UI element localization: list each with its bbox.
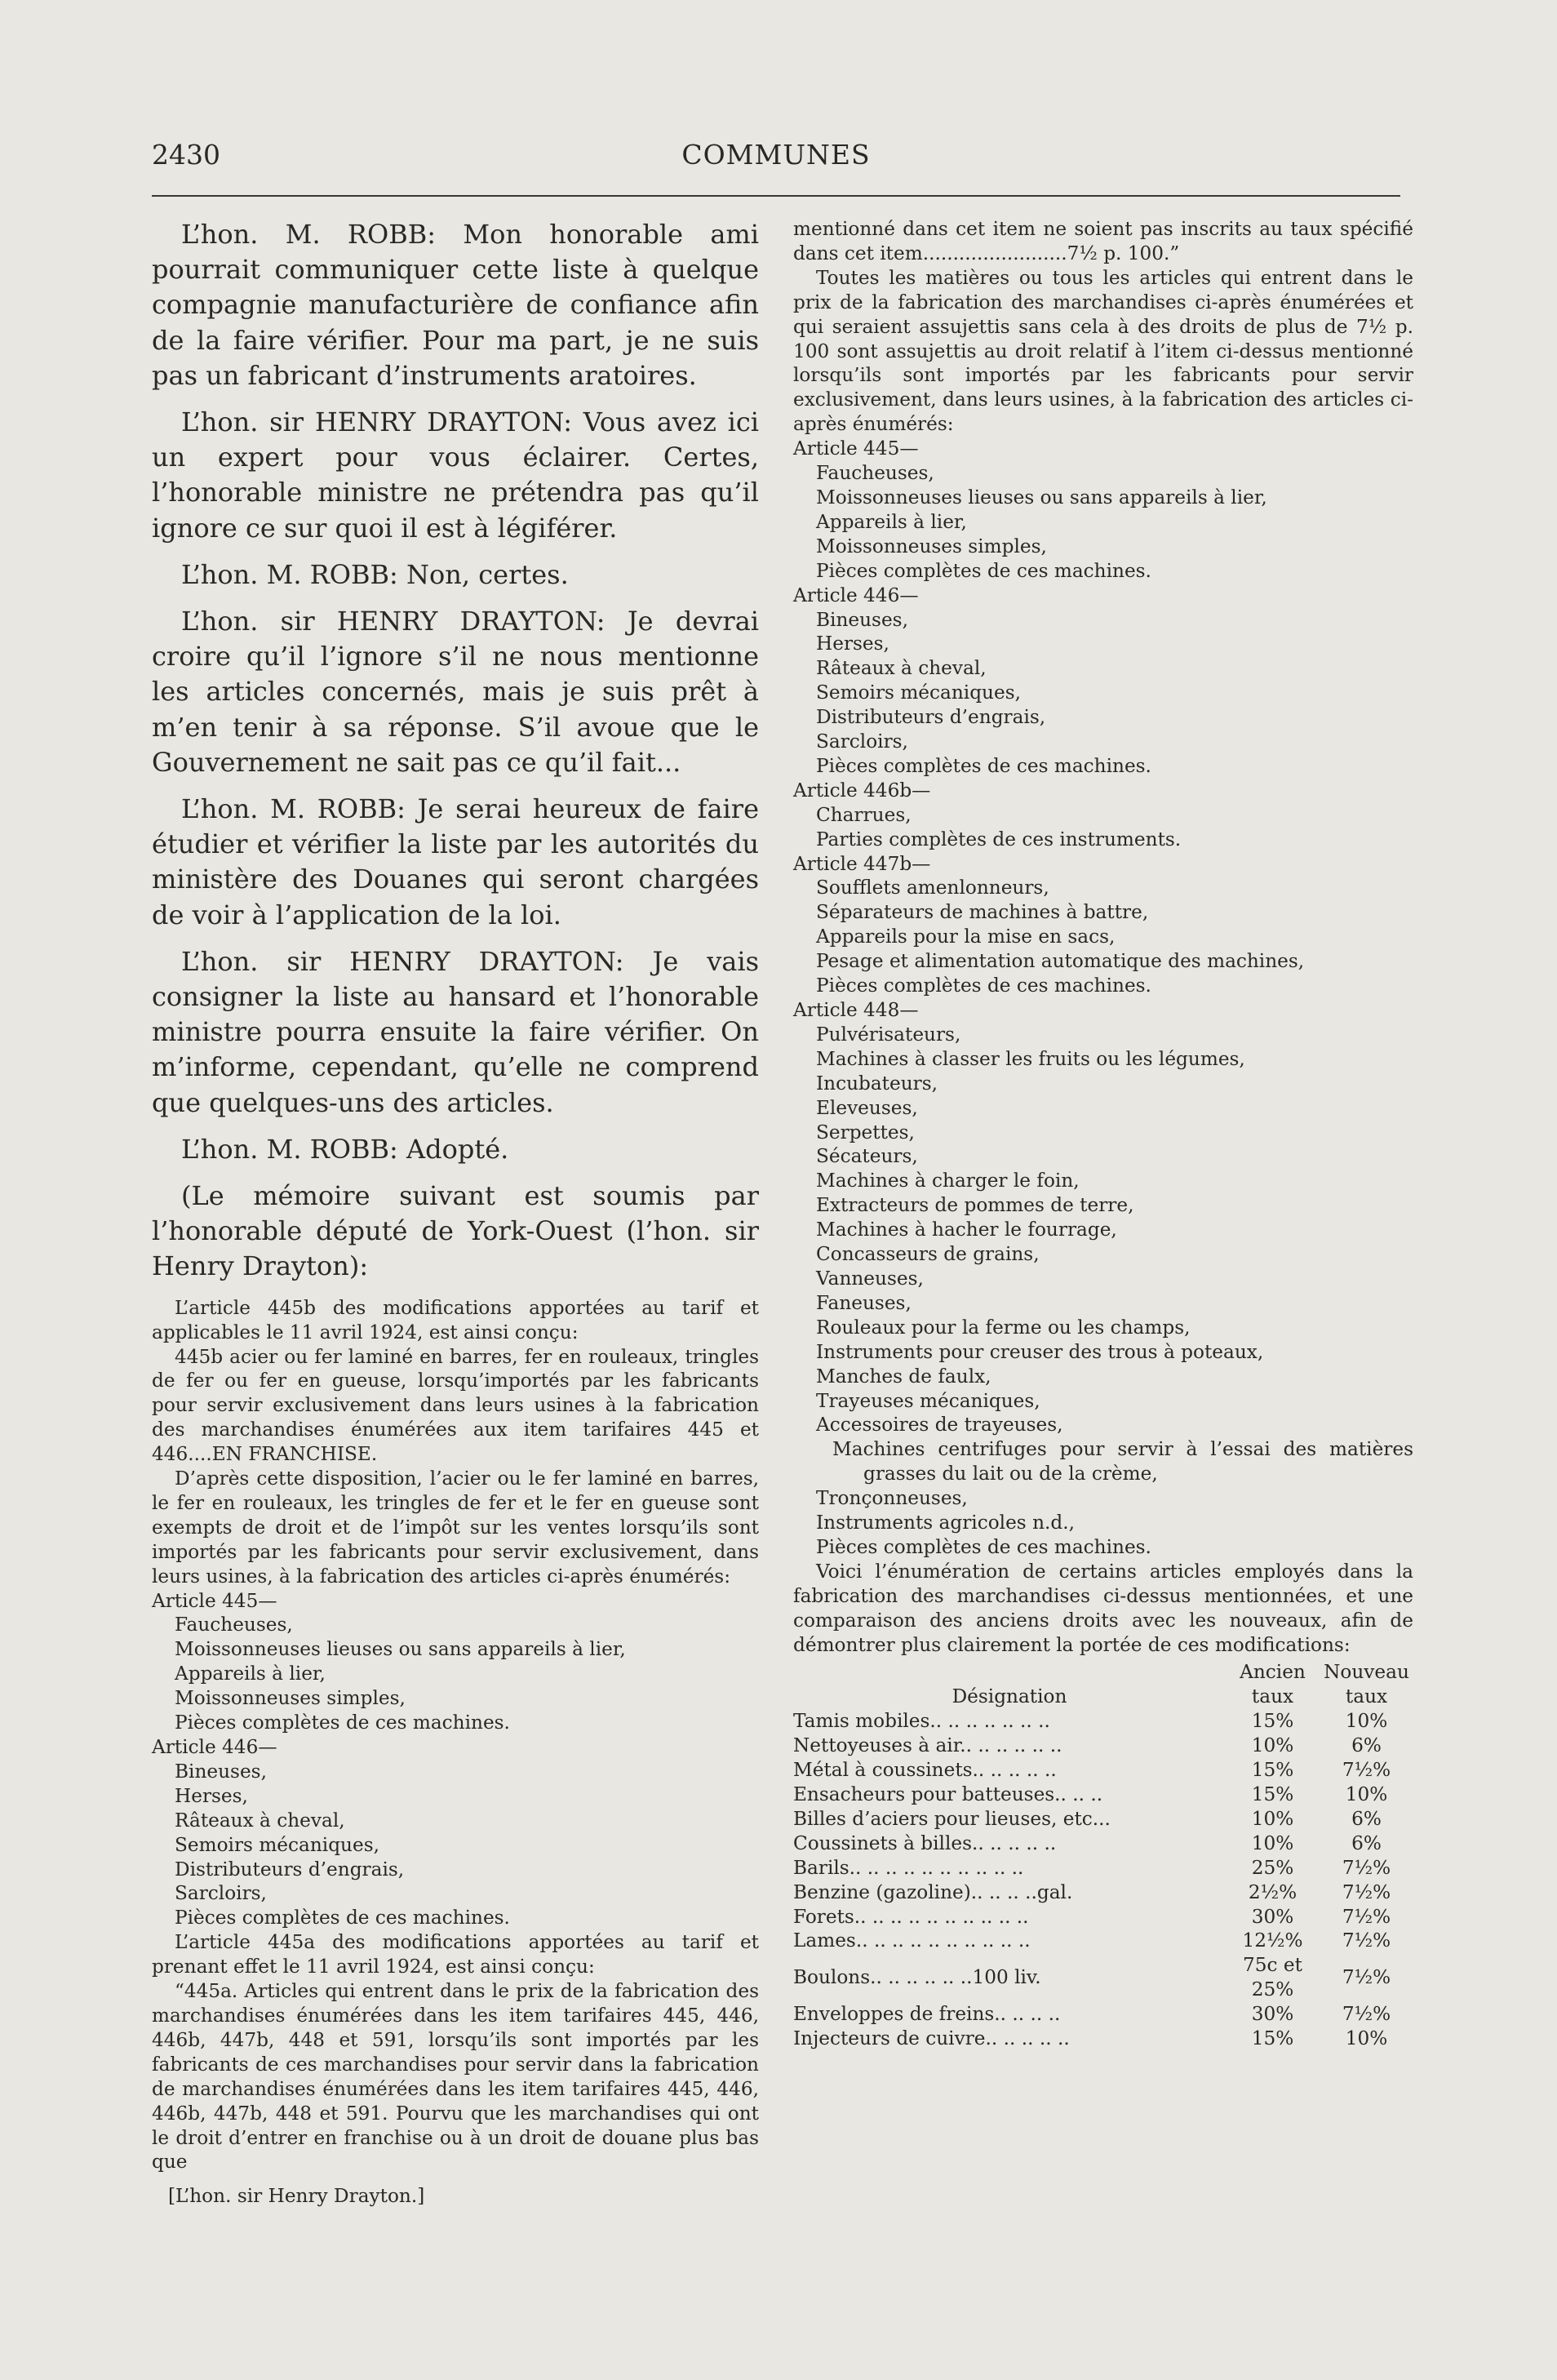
list-item: Sarcloirs,: [816, 730, 908, 753]
cell-ancien: 12½%: [1242, 1929, 1303, 1952]
cell-nouveau: 7½%: [1342, 1856, 1391, 1879]
cell-nouveau: 10%: [1345, 2027, 1388, 2050]
cell-designation: Benzine (gazoline).. .. .. ..gal.: [793, 1880, 1073, 1903]
list-item: Instruments pour creuser des trous à poteaux,: [816, 1340, 1264, 1363]
article-446-list: [793, 608, 1413, 779]
list-item: Moissonneuses lieuses ou sans appareils à lier,: [175, 1638, 626, 1661]
column-header-ancien: Ancien taux: [1240, 1661, 1306, 1708]
column-header-designation: Désignation: [952, 1685, 1067, 1708]
cell-designation: Lames.. .. .. .. .. .. .. .. .. ..: [793, 1929, 1031, 1952]
list-item: Appareils pour la mise en sacs,: [816, 926, 1116, 948]
cell-ancien: 15%: [1251, 1783, 1294, 1805]
paragraph: Toutes les matières ou tous les articles qui entrent dans le prix de la fabrication des marchandises ci-après énumérées et qui seraient assujettis sans cela à des droits de plus de 7½ p. 100 sont assujettis au droit relatif à l’item ci-dessus mentionné lorsqu’ils sont importés par les fabricants pour servir exclusivement, dans leurs usines, à la fabrication des articles ci-après énumérés:: [793, 266, 1413, 436]
article-heading: Article 448—: [793, 999, 919, 1021]
speaker-signature: [L’hon. sir Henry Drayton.]: [168, 2185, 425, 2208]
cell-nouveau: 7½%: [1342, 1759, 1391, 1782]
rates-table: [793, 1660, 1413, 2051]
list-item: Pièces complètes de ces machines.: [816, 754, 1151, 777]
list-item: Pièces complètes de ces machines.: [816, 975, 1151, 997]
list-item: Pièces complètes de ces machines.: [816, 1535, 1151, 1558]
list-item: Distributeurs d’engrais,: [816, 706, 1046, 729]
list-item: Râteaux à cheval,: [816, 657, 987, 680]
memo-intro: L’article 445b des modifications apportées au tarif et applicables le 11 avril 1924, est ainsi conçu:: [152, 1296, 759, 1343]
table-row: [793, 2027, 1413, 2051]
cell-designation: Forets.. .. .. .. .. .. .. .. .. ..: [793, 1905, 1029, 1928]
cell-nouveau: 10%: [1345, 1710, 1388, 1733]
cell-ancien: 15%: [1251, 2027, 1294, 2050]
list-item: Herses,: [816, 633, 889, 655]
cell-nouveau: 7½%: [1342, 1966, 1391, 1989]
list-item: Parties complètes de ces instruments.: [816, 828, 1182, 850]
article-heading: Article 446—: [152, 1736, 277, 1758]
cell-ancien: 30%: [1251, 2003, 1294, 2026]
article-heading: Article 445—: [793, 437, 919, 460]
list-item: Moissonneuses simples,: [816, 535, 1047, 557]
cell-designation: Billes d’aciers pour lieuses, etc...: [793, 1807, 1111, 1830]
page-number: 2430: [152, 139, 220, 171]
speech-robb: L’hon. M. ROBB: Mon honorable ami pourrait communiquer cette liste à quelque compagnie manufacturière de confiance afin de la faire vérifier. Pour ma part, je ne suis pas un fabricant d’instruments aratoires.: [152, 219, 759, 391]
table-header-row: [793, 1660, 1413, 1709]
list-item: Faucheuses,: [175, 1614, 293, 1636]
list-item: Pièces complètes de ces machines.: [816, 559, 1151, 582]
list-item: Faneuses,: [816, 1291, 912, 1314]
enumeration-intro: Voici l’énumération de certains articles employés dans la fabrication des marchandises ci-dessus mentionnées, et une comparaison des anciens droits avec les nouveaux, afin de démontrer plus clairement la portée de ces modifications:: [793, 1560, 1413, 1656]
table-row: [793, 1929, 1413, 1953]
list-item: Bineuses,: [816, 608, 908, 631]
cell-designation: Métal à coussinets.. .. .. .. ..: [793, 1759, 1057, 1782]
table-row: [793, 2002, 1413, 2027]
header-rule: [152, 195, 1400, 197]
list-item: Trayeuses mécaniques,: [816, 1389, 1040, 1412]
list-item: Accessoires de trayeuses,: [816, 1414, 1063, 1436]
disposition: D’après cette disposition, l’acier ou le fer laminé en barres, le fer en rouleaux, les tringles de fer et le fer en gueuse sont exempts de droit et de l’impôt sur les ventes lorsqu’ils sont importés par les fabricants pour servir exclusivement, dans leurs usines, à la fabrication des articles ci-après énumérés:: [152, 1468, 759, 1587]
cell-ancien: 10%: [1251, 1734, 1294, 1757]
article-448-list: [793, 1023, 1413, 1560]
article-446-list: [152, 1760, 759, 1930]
cell-designation: Coussinets à billes.. .. .. .. ..: [793, 1832, 1057, 1854]
speech-drayton: L’hon. sir HENRY DRAYTON: Je vais consigner la liste au hansard et l’honorable ministre pourra ensuite la faire vérifier. On m’informe, cependant, qu’elle ne comprend que quelques-uns des articles.: [152, 945, 759, 1118]
list-item: Râteaux à cheval,: [175, 1809, 345, 1832]
speech-robb: L’hon. M. ROBB: Je serai heureux de faire étudier et vérifier la liste par les autorités du ministère des Douanes qui seront chargées de voir à l’application de la loi.: [152, 793, 759, 930]
list-item: Appareils à lier,: [816, 510, 967, 533]
list-item: Soufflets amenlonneurs,: [816, 877, 1049, 899]
table-row: [793, 1905, 1413, 1929]
list-item: Séparateurs de machines à battre,: [816, 901, 1149, 924]
speech-robb: L’hon. M. ROBB: Non, certes.: [181, 558, 569, 590]
item-445b: 445b acier ou fer laminé en barres, fer en rouleaux, tringles de fer ou fer en gueuse, lorsqu’importés par les fabricants pour servir exclusivement dans leurs usines à la fabrication des marchandises énumérées aux item tarifaires 445 et 446....EN FRANCHISE.: [152, 1345, 759, 1466]
list-item: Herses,: [175, 1784, 248, 1807]
list-item: Machines à charger le foin,: [816, 1170, 1080, 1192]
continuation-text: mentionné dans cet item ne soient pas inscrits au taux spécifié dans cet item........................7½ p. 100.”: [793, 218, 1413, 264]
table-row: [793, 1807, 1413, 1832]
article-445-list: [152, 1613, 759, 1735]
speech-drayton: L’hon. sir HENRY DRAYTON: Je devrai croire qu’il l’ignore s’il ne nous mentionne les articles concernés, mais je suis prêt à m’en tenir à sa réponse. S’il avoue que le Gouvernement ne sait pas ce qu’il fait...: [152, 606, 759, 778]
cell-nouveau: 7½%: [1342, 1880, 1391, 1903]
cell-designation: Tamis mobiles.. .. .. .. .. .. ..: [793, 1710, 1050, 1733]
speech-robb: L’hon. M. ROBB: Adopté.: [181, 1133, 509, 1165]
article-heading: Article 445—: [152, 1589, 277, 1612]
list-item: Semoirs mécaniques,: [175, 1833, 379, 1856]
article-heading: Article 447b—: [793, 852, 931, 875]
article-heading: Article 446—: [793, 584, 919, 606]
cell-nouveau: 10%: [1345, 1783, 1388, 1805]
list-item: Concasseurs de grains,: [816, 1243, 1040, 1266]
list-item: Pièces complètes de ces machines.: [175, 1712, 510, 1734]
table-row: [793, 1953, 1413, 2002]
right-column: [793, 217, 1413, 2051]
article-446b-list: [793, 803, 1413, 852]
list-item: Sarcloirs,: [175, 1882, 267, 1905]
list-item: Bineuses,: [175, 1760, 267, 1783]
list-item: Sécateurs,: [816, 1145, 918, 1168]
article-447b-list: [793, 876, 1413, 998]
list-item: Appareils à lier,: [175, 1663, 326, 1685]
cell-nouveau: 6%: [1351, 1807, 1382, 1830]
cell-ancien: 10%: [1251, 1807, 1294, 1830]
list-item: Machines à classer les fruits ou les légumes,: [816, 1047, 1245, 1070]
memo: [152, 1296, 759, 2209]
cell-nouveau: 6%: [1351, 1734, 1382, 1757]
table-row: [793, 1880, 1413, 1905]
list-item: Manches de faulx,: [816, 1365, 991, 1388]
list-item: Moissonneuses simples,: [175, 1687, 406, 1710]
article-445a-intro: L’article 445a des modifications apportées au tarif et prenant effet le 11 avril 1924, est ainsi conçu:: [152, 1931, 759, 1978]
list-item: Moissonneuses lieuses ou sans appareils à lier,: [816, 486, 1267, 508]
left-column: [152, 217, 759, 2209]
list-item: Semoirs mécaniques,: [816, 682, 1021, 704]
cell-nouveau: 7½%: [1342, 2003, 1391, 2026]
cell-designation: Enveloppes de freins.. .. .. ..: [793, 2003, 1061, 2026]
cell-nouveau: 7½%: [1342, 1929, 1391, 1952]
list-item: Instruments agricoles n.d.,: [816, 1512, 1075, 1534]
speech-drayton: L’hon. sir HENRY DRAYTON: Vous avez ici un expert pour vous éclairer. Certes, l’honorable ministre ne prétendra pas qu’il ignore ce sur quoi il est à légiférer.: [152, 406, 759, 544]
list-item: Eleveuses,: [816, 1096, 918, 1119]
cell-ancien: 2½%: [1248, 1880, 1298, 1903]
page-header: [152, 139, 1400, 175]
list-item: Vanneuses,: [816, 1267, 924, 1290]
table-row: [793, 1783, 1413, 1807]
cell-designation: Boulons.. .. .. .. .. ..100 liv.: [793, 1966, 1041, 1989]
list-item: Pesage et alimentation automatique des machines,: [816, 950, 1305, 973]
cell-nouveau: 6%: [1351, 1832, 1382, 1854]
list-item: Pulvérisateurs,: [816, 1023, 961, 1046]
cell-ancien: 75c et 25%: [1243, 1954, 1302, 2001]
column-header-nouveau: Nouveau taux: [1324, 1661, 1409, 1708]
table-row: [793, 1709, 1413, 1734]
table-row: [793, 1734, 1413, 1758]
article-heading: Article 446b—: [793, 779, 931, 801]
cell-designation: Nettoyeuses à air.. .. .. .. .. ..: [793, 1734, 1062, 1757]
list-item: Pièces complètes de ces machines.: [175, 1907, 510, 1929]
cell-designation: Barils.. .. .. .. .. .. .. .. .. ..: [793, 1856, 1024, 1879]
cell-designation: Injecteurs de cuivre.. .. .. .. ..: [793, 2027, 1070, 2050]
cell-ancien: 10%: [1251, 1832, 1294, 1854]
list-item: Serpettes,: [816, 1121, 915, 1143]
cell-ancien: 30%: [1251, 1905, 1294, 1928]
cell-ancien: 25%: [1251, 1856, 1294, 1879]
list-item: Distributeurs d’engrais,: [175, 1858, 405, 1880]
table-row: [793, 1832, 1413, 1856]
table-row: [793, 1856, 1413, 1880]
rates-table-body: [793, 1709, 1413, 2051]
list-item: Faucheuses,: [816, 462, 934, 485]
cell-designation: Ensacheurs pour batteuses.. .. ..: [793, 1783, 1103, 1805]
memo-intro-note: (Le mémoire suivant est soumis par l’honorable député de York-Ouest (l’hon. sir Henry Drayton):: [152, 1180, 759, 1282]
debate-speeches: [152, 217, 759, 1285]
list-item: Extracteurs de pommes de terre,: [816, 1194, 1134, 1217]
list-item: Machines à hacher le fourrage,: [816, 1219, 1117, 1241]
article-445-list: [793, 461, 1413, 584]
list-item: Charrues,: [816, 803, 912, 826]
page-title: COMMUNES: [681, 139, 871, 171]
list-item: Tronçonneuses,: [816, 1487, 968, 1510]
cell-nouveau: 7½%: [1342, 1905, 1391, 1928]
list-item: Rouleaux pour la ferme ou les champs,: [816, 1316, 1191, 1339]
cell-ancien: 15%: [1251, 1710, 1294, 1733]
table-row: [793, 1758, 1413, 1783]
list-item: Machines centrifuges pour servir à l’essai des matières grasses du lait ou de la crème,: [832, 1438, 1413, 1485]
list-item: Incubateurs,: [816, 1072, 938, 1095]
cell-ancien: 15%: [1251, 1759, 1294, 1782]
article-445a-text: “445a. Articles qui entrent dans le prix de la fabrication des marchandises énumérées dans les item tarifaires 445, 446, 446b, 447b, 448 et 591, lorsqu’ils sont importés par les fabricants de ces marchandises pour servir dans la fabrication de marchandises énumérées dans les item tarifaires 445, 446, 446b, 447b, 448 et 591. Pourvu que les marchandises qui ont le droit d’entrer en franchise ou à un droit de douane plus bas que: [152, 1980, 759, 2174]
